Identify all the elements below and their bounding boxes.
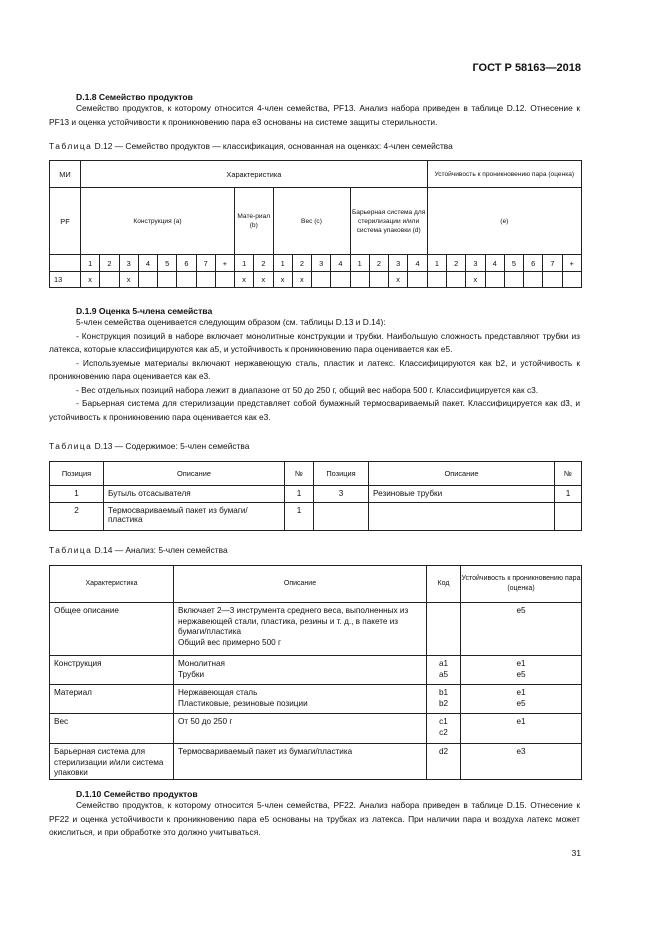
column-number: 3: [466, 255, 485, 272]
header-material: Мате-риал (b): [235, 188, 274, 255]
column-number: 2: [447, 255, 466, 272]
document-header: ГОСТ Р 58163—2018: [472, 62, 581, 74]
paragraph-line: - Вес отдельных позиций набора лежит в диапазоне от 50 до 250 г, общий вес набора 500 г. Классифицируется как c3.: [76, 384, 539, 395]
row-mark: [350, 272, 369, 288]
header-cell: №: [555, 462, 582, 486]
paragraph-line: - Барьерная система для стерилизации представляет собой бумажный термосвариваемый пакет. Классифицируется как d3, и устойчивость к проникновению пара оценивается как e3.: [49, 398, 580, 422]
table-row: [50, 272, 582, 288]
section-heading-d18: D.1.8 Семейство продуктов: [76, 92, 193, 102]
row-mark: [138, 272, 157, 288]
header-cell: Код: [427, 566, 461, 603]
table-cell: [427, 603, 461, 656]
header-cell: Характеристика: [50, 566, 174, 603]
table-cell: От 50 до 250 г: [174, 714, 427, 744]
table-cell: Резиновые трубки: [369, 486, 555, 503]
section-text-d110: Семейство продуктов, к которому относится 5-член семейства, PF22. Анализ набора приведен в таблице D.15. Отнесение к PF22 и оценка устойчивости к проникновению пара e5 основаны на трубках из латекса. При наличии пара и воздуха латекс может окислиться, и при обработке это должно учитываться.: [49, 800, 580, 837]
table-cell: e1 e5: [461, 685, 582, 714]
table-d13-caption: [49, 441, 249, 451]
table-row: [50, 714, 582, 744]
table-number-row: [50, 255, 582, 272]
table-cell: Бутыль отсасывателя: [104, 486, 285, 503]
table-cell: [555, 503, 582, 531]
column-number: 2: [254, 255, 273, 272]
row-mark: [177, 272, 196, 288]
table-row: [50, 656, 582, 685]
table-cell: Термосвариваемый пакет из бумаги/пластика: [174, 744, 427, 780]
table-cell: e5: [461, 603, 582, 656]
column-number: 1: [273, 255, 292, 272]
section-text-d18: Семейство продуктов, к которому относится 4-член семейства, PF13. Анализ набора приведен в таблице D.12. Отнесение к PF13 и оценка устойчивости к проникновению пара e3 основаны на системе защиты стерильности.: [49, 103, 580, 127]
table-cell: 3: [314, 486, 369, 503]
table-cell: b1 b2: [427, 685, 461, 714]
section-text-d19: [49, 316, 580, 424]
column-number: 7: [196, 255, 215, 272]
header-cell: Позиция: [50, 462, 104, 486]
column-number: 2: [292, 255, 311, 272]
row-mark: [196, 272, 215, 288]
column-number: 1: [235, 255, 254, 272]
column-number: 1: [427, 255, 446, 272]
column-number: 3: [312, 255, 331, 272]
column-number: 4: [408, 255, 428, 272]
table-cell: Монолитная Трубки: [174, 656, 427, 685]
row-mark: x: [119, 272, 138, 288]
header-construction: Конструкция (a): [81, 188, 235, 255]
table-header-row: [50, 462, 582, 486]
table-cell: [314, 503, 369, 531]
row-mark: x: [389, 272, 408, 288]
caption-text: D.13 — Содержимое: 5-член семейства: [92, 441, 250, 451]
paragraph-line: - Используемые материалы включают нержавеющую сталь, пластик и латекс. Классифицируются как b2, и устойчивость к проникновению пара оценивается как e3.: [49, 357, 580, 381]
section-heading-d19: D.1.9 Оценка 5-члена семейства: [76, 306, 213, 316]
column-number: 6: [524, 255, 543, 272]
header-barrier: Барьерная система для стерилизации и/или система упаковки (d): [350, 188, 427, 255]
header-cell: Описание: [104, 462, 285, 486]
column-number: 2: [369, 255, 388, 272]
row-mark: x: [466, 272, 485, 288]
table-row: [50, 744, 582, 780]
paragraph-line: 5-член семейства оценивается следующим образом (см. таблицы D.13 и D.14):: [76, 317, 386, 327]
header-weight: Вес (c): [273, 188, 350, 255]
header-cell: Описание: [369, 462, 555, 486]
header-characteristic: Характеристика: [81, 161, 428, 188]
header-cell: Описание: [174, 566, 427, 603]
table-row: [50, 486, 582, 503]
header-resistance: Устойчивость к проникновению пара (оценка): [427, 161, 581, 188]
column-number: 4: [485, 255, 504, 272]
table-row: [50, 685, 582, 714]
row-mark: [524, 272, 543, 288]
table-cell: 1: [555, 486, 582, 503]
table-cell: e1: [461, 714, 582, 744]
table-header-row: [50, 188, 582, 255]
column-number: 5: [504, 255, 523, 272]
row-mark: [485, 272, 504, 288]
row-mark: [369, 272, 388, 288]
table-cell: c1 c2: [427, 714, 461, 744]
table-cell: Конструкция: [50, 656, 174, 685]
table-d12-caption: [49, 141, 453, 151]
column-number: 1: [81, 255, 100, 272]
row-mark: [447, 272, 466, 288]
table-d14-caption: [49, 545, 228, 555]
caption-word: Таблица: [49, 545, 93, 555]
row-mark: x: [273, 272, 292, 288]
header-cell: Позиция: [314, 462, 369, 486]
column-number: +: [562, 255, 581, 272]
caption-text: D.12 — Семейство продуктов — классификация, основанная на оценках: 4-член семейства: [92, 141, 453, 151]
table-row: [50, 503, 582, 531]
row-mark: x: [292, 272, 311, 288]
row-mark: [504, 272, 523, 288]
column-number: 1: [350, 255, 369, 272]
header-mi: МИ: [50, 161, 81, 188]
table-cell: Общее описание: [50, 603, 174, 656]
table-cell: Материал: [50, 685, 174, 714]
table-cell: Вес: [50, 714, 174, 744]
header-cell: Устойчивость к проникновению пара (оценка): [461, 566, 582, 603]
table-cell: e3: [461, 744, 582, 780]
table-header-row: [50, 161, 582, 188]
caption-word: Таблица: [49, 141, 93, 151]
table-cell: [50, 255, 81, 272]
table-cell: 1: [285, 486, 314, 503]
row-mark: [215, 272, 234, 288]
row-mark: x: [81, 272, 100, 288]
table-cell: e1 e5: [461, 656, 582, 685]
column-number: 3: [389, 255, 408, 272]
table-cell: [369, 503, 555, 531]
table-cell: 1: [50, 486, 104, 503]
table-row: [50, 603, 582, 656]
table-cell: 2: [50, 503, 104, 531]
column-number: 4: [138, 255, 157, 272]
column-number: 5: [158, 255, 177, 272]
row-mark: x: [254, 272, 273, 288]
row-mark: [543, 272, 562, 288]
row-mark: x: [235, 272, 254, 288]
column-number: 4: [331, 255, 350, 272]
table-cell: Включает 2—3 инструмента среднего веса, выполненных из нержавеющей стали, пластика, резины и т. д., в пакете из бумаги/пластика Общий вес примерно 500 г: [174, 603, 427, 656]
table-d14: [49, 565, 582, 780]
caption-text: D.14 — Анализ: 5-член семейства: [92, 545, 228, 555]
column-number: +: [215, 255, 234, 272]
table-cell: Нержавеющая сталь Пластиковые, резиновые позиции: [174, 685, 427, 714]
paragraph-line: - Конструкция позиций в наборе включает монолитные конструкции и трубки. Наибольшую сложность представляют трубки из латекса, которые классифицируются как a5, и устойчивость к проникновению пара оценивается как e5.: [49, 330, 580, 354]
row-mark: [158, 272, 177, 288]
row-mark: [427, 272, 446, 288]
table-cell: 1: [285, 503, 314, 531]
column-number: 2: [100, 255, 119, 272]
caption-word: Таблица: [49, 441, 93, 451]
row-mark: [100, 272, 119, 288]
table-cell: d2: [427, 744, 461, 780]
row-pf-value: 13: [50, 272, 81, 288]
table-cell: a1 a5: [427, 656, 461, 685]
header-e: (e): [427, 188, 581, 255]
column-number: 3: [119, 255, 138, 272]
header-pf: PF: [50, 188, 81, 255]
table-cell: Термосвариваемый пакет из бумаги/ пластика: [104, 503, 285, 531]
column-number: 6: [177, 255, 196, 272]
table-header-row: [50, 566, 582, 603]
page-number: 31: [571, 848, 581, 858]
table-d13: [49, 461, 582, 531]
row-mark: [562, 272, 581, 288]
header-cell: №: [285, 462, 314, 486]
row-mark: [408, 272, 428, 288]
row-mark: [331, 272, 350, 288]
row-mark: [312, 272, 331, 288]
table-cell: Барьерная система для стерилизации и/или система упаковки: [50, 744, 174, 780]
section-heading-d110: D.1.10 Семейство продуктов: [76, 789, 198, 799]
table-d12: [49, 160, 582, 288]
column-number: 7: [543, 255, 562, 272]
